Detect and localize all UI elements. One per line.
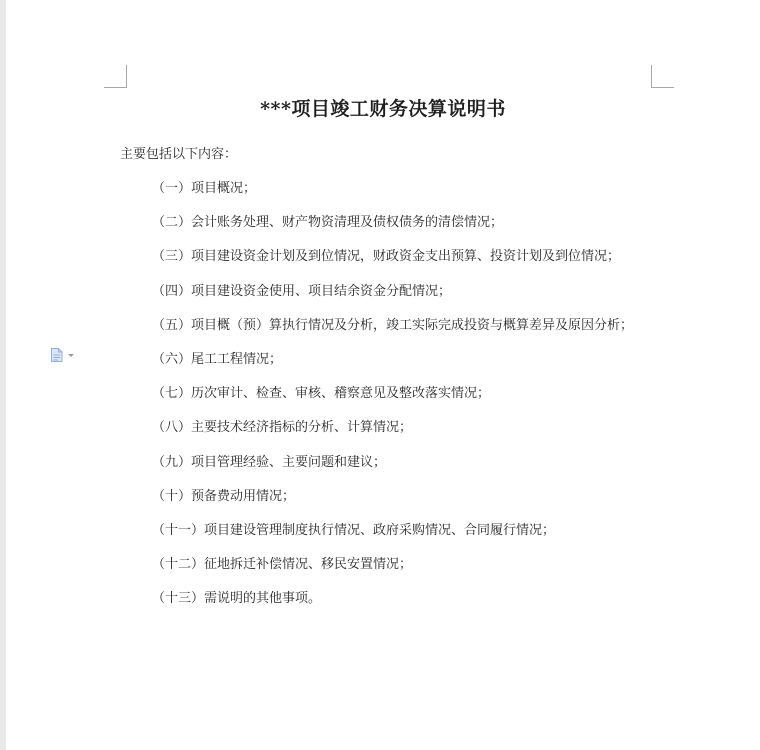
list-item: （二）会计账务处理、财产物资清理及债权债务的清偿情况； [152, 215, 504, 231]
list-item: （十三）需说明的其他事项。 [152, 591, 322, 607]
list-item: （九）项目管理经验、主要问题和建议； [152, 454, 387, 470]
list-item: （七）历次审计、检查、审核、稽察意见及整改落实情况； [152, 386, 491, 402]
list-item: （六）尾工工程情况； [152, 351, 283, 367]
list-item: （四）项目建设资金使用、项目结余资金分配情况； [152, 283, 452, 299]
list-item: （十）预备费动用情况； [152, 488, 296, 504]
document-title: ***项目竣工财务决算说明书 [260, 98, 506, 120]
document-page[interactable] [6, 0, 760, 750]
list-item: （十二）征地拆迁补偿情况、移民安置情况； [152, 557, 413, 573]
list-item: （十一）项目建设管理制度执行情况、政府采购情况、合同履行情况； [152, 522, 556, 538]
document-options-icon [50, 347, 80, 363]
margin-marker-top-left [104, 65, 127, 88]
list-item: （五）项目概（预）算执行情况及分析，竣工实际完成投资与概算差异及原因分析； [152, 317, 634, 333]
paragraph-handle-button[interactable] [50, 347, 80, 363]
list-item: （三）项目建设资金计划及到位情况，财政资金支出预算、投资计划及到位情况； [152, 249, 621, 265]
margin-marker-top-right [651, 65, 674, 88]
intro-paragraph: 主要包括以下内容： [120, 147, 238, 162]
list-item: （一）项目概况； [152, 181, 257, 196]
content-list [152, 177, 633, 621]
list-item: （八）主要技术经济指标的分析、计算情况； [152, 420, 413, 436]
